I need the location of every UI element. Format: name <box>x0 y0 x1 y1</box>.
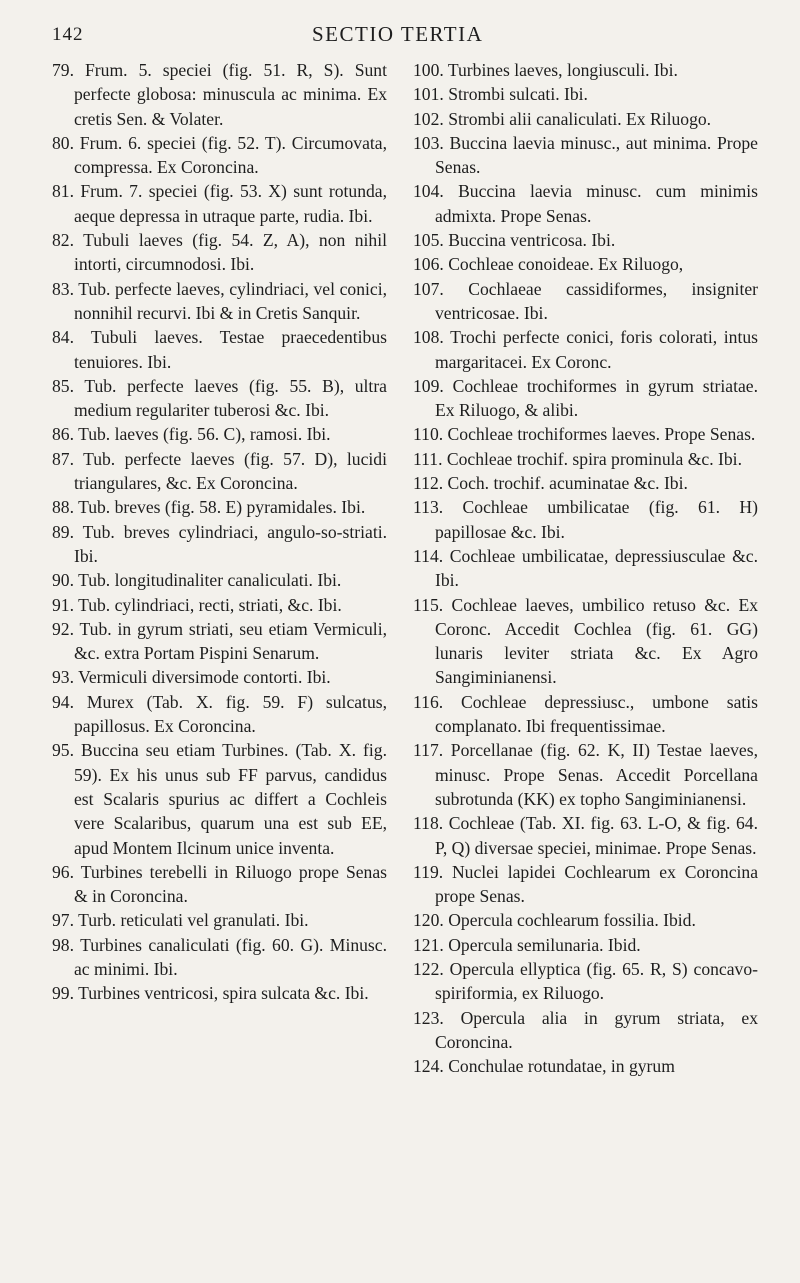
catalog-entry: 106. Cochleae conoideae. Ex Riluogo, <box>413 254 684 275</box>
catalog-entry: 81. Frum. 7. speciei (fig. 53. X) sunt rotunda, aeque depressa in utraque parte, rudia. Ibi. <box>52 181 387 226</box>
catalog-entry: 118. Cochleae (Tab. XI. fig. 63. L-O, & fig. 64. P, Q) diversae speciei, minimae. Prope Senas. <box>413 813 758 858</box>
catalog-entry: 80. Frum. 6. speciei (fig. 52. T). Circumovata, compressa. Ex Coroncina. <box>52 132 387 178</box>
catalog-entry: 117. Porcellanae (fig. 62. K, II) Testae laeves, minusc. Prope Senas. Accedit Porcellana subrotunda (KK) ex topho Sangiminianensi. <box>413 740 758 809</box>
catalog-entry: 108. Trochi perfecte conici, foris colorati, intus margaritacei. Ex Coronc. <box>413 327 758 372</box>
catalog-entry: 119. Nuclei lapidei Cochlearum ex Coroncina prope Senas. <box>413 861 758 907</box>
catalog-entry: 122. Opercula ellyptica (fig. 65. R, S) concavo-spiriformia, ex Riluogo. <box>413 958 758 1004</box>
catalog-entry: 98. Turbines canaliculati (fig. 60. G). Minusc. ac minimi. Ibi. <box>52 934 387 979</box>
catalog-entry: 113. Cochleae umbilicatae (fig. 61. H) papillosae &c. Ibi. <box>413 497 758 542</box>
catalog-entry: 115. Cochleae laeves, umbilico retuso &c. Ex Coronc. Accedit Cochlea (fig. 61. GG) lunaris leviter striata &c. Ex Agro Sangiminianensi. <box>413 594 758 688</box>
catalog-entry: 82. Tubuli laeves (fig. 54. Z, A), non nihil intorti, circumnodosi. Ibi. <box>52 230 387 275</box>
page-header <box>50 20 750 56</box>
catalog-entry: 103. Buccina laevia minusc., aut minima. Prope Senas. <box>413 132 758 178</box>
catalog-entry: 107. Cochlaeae cassidiformes, insigniter ventricosae. Ibi. <box>413 278 758 323</box>
catalog-entry: 92. Tub. in gyrum striati, seu etiam Vermiculi, &c. extra Portam Pispini Senarum. <box>52 618 387 664</box>
catalog-entry: 112. Coch. trochif. acuminatae &c. Ibi. <box>413 473 688 494</box>
catalog-entry: 105. Buccina ventricosa. Ibi. <box>413 230 616 251</box>
catalog-entry: 85. Tub. perfecte laeves (fig. 55. B), ultra medium regulariter tuberosi &c. Ibi. <box>52 375 387 421</box>
catalog-entry: 123. Opercula alia in gyrum striata, ex Coroncina. <box>413 1007 758 1052</box>
catalog-entry: 94. Murex (Tab. X. fig. 59. F) sulcatus, papillosus. Ex Coroncina. <box>52 691 387 737</box>
catalog-entry: 89. Tub. breves cylindriaci, angulo-so-striati. Ibi. <box>52 521 387 566</box>
catalog-entry: 99. Turbines ventricosi, spira sulcata &c. Ibi. <box>52 983 369 1004</box>
catalog-entry: 83. Tub. perfecte laeves, cylindriaci, vel conici, nonnihil recurvi. Ibi & in Cretis Sanquir. <box>52 278 387 323</box>
catalog-entry: 120. Opercula cochlearum fossilia. Ibid. <box>413 910 696 931</box>
catalog-entry: 97. Turb. reticulati vel granulati. Ibi. <box>52 910 309 931</box>
catalog-entry: 109. Cochleae trochiformes in gyrum striatae. Ex Riluogo, & alibi. <box>413 375 758 421</box>
catalog-entry: 114. Cochleae umbilicatae, depressiusculae &c. Ibi. <box>413 545 758 591</box>
catalog-entry: 121. Opercula semilunaria. Ibid. <box>413 934 641 955</box>
catalog-entry: 87. Tub. perfecte laeves (fig. 57. D), lucidi triangulares, &c. Ex Coroncina. <box>52 448 387 494</box>
catalog-entry: 96. Turbines terebelli in Riluogo prope Senas & in Coroncina. <box>52 861 387 907</box>
catalog-entry: 79. Frum. 5. speciei (fig. 51. R, S). Sunt perfecte globosa: minuscula ac minima. Ex cretis Sen. & Volater. <box>52 60 387 129</box>
right-column <box>413 58 758 1078</box>
catalog-entry: 110. Cochleae trochiformes laeves. Prope Senas. <box>413 424 756 445</box>
catalog-entry: 86. Tub. laeves (fig. 56. C), ramosi. Ibi. <box>52 424 331 445</box>
catalog-entry: 95. Buccina seu etiam Turbines. (Tab. X. fig. 59). Ex his unus sub FF parvus, candidus est Scalaris spurius ac differt a Cochleis vere Scalaribus, quarum una est sub EE, apud Montem Ilcinum unice inventa. <box>52 740 387 858</box>
catalog-entry: 88. Tub. breves (fig. 58. E) pyramidales. Ibi. <box>52 497 366 518</box>
catalog-entry: 102. Strombi alii canaliculati. Ex Riluogo. <box>413 108 712 129</box>
catalog-entry: 111. Cochleae trochif. spira prominula &c. Ibi. <box>413 448 742 469</box>
catalog-entry: 116. Cochleae depressiusc., umbone satis complanato. Ibi frequentissimae. <box>413 691 758 737</box>
page-number: 142 <box>52 24 84 45</box>
catalog-entry: 101. Strombi sulcati. Ibi. <box>413 84 588 105</box>
running-title: SECTIO TERTIA <box>312 22 484 46</box>
catalog-entry: 90. Tub. longitudinaliter canaliculati. Ibi. <box>52 570 342 591</box>
catalog-entry: 100. Turbines laeves, longiusculi. Ibi. <box>413 60 678 80</box>
catalog-entry: 84. Tubuli laeves. Testae praecedentibus tenuiores. Ibi. <box>52 327 387 372</box>
left-column <box>52 58 387 1006</box>
catalog-entry: 91. Tub. cylindriaci, recti, striati, &c. Ibi. <box>52 594 342 615</box>
catalog-entry: 93. Vermiculi diversimode contorti. Ibi. <box>52 667 331 688</box>
catalog-entry: 124. Conchulae rotundatae, in gyrum <box>413 1056 675 1077</box>
catalog-entry: 104. Buccina laevia minusc. cum minimis admixta. Prope Senas. <box>413 181 758 226</box>
